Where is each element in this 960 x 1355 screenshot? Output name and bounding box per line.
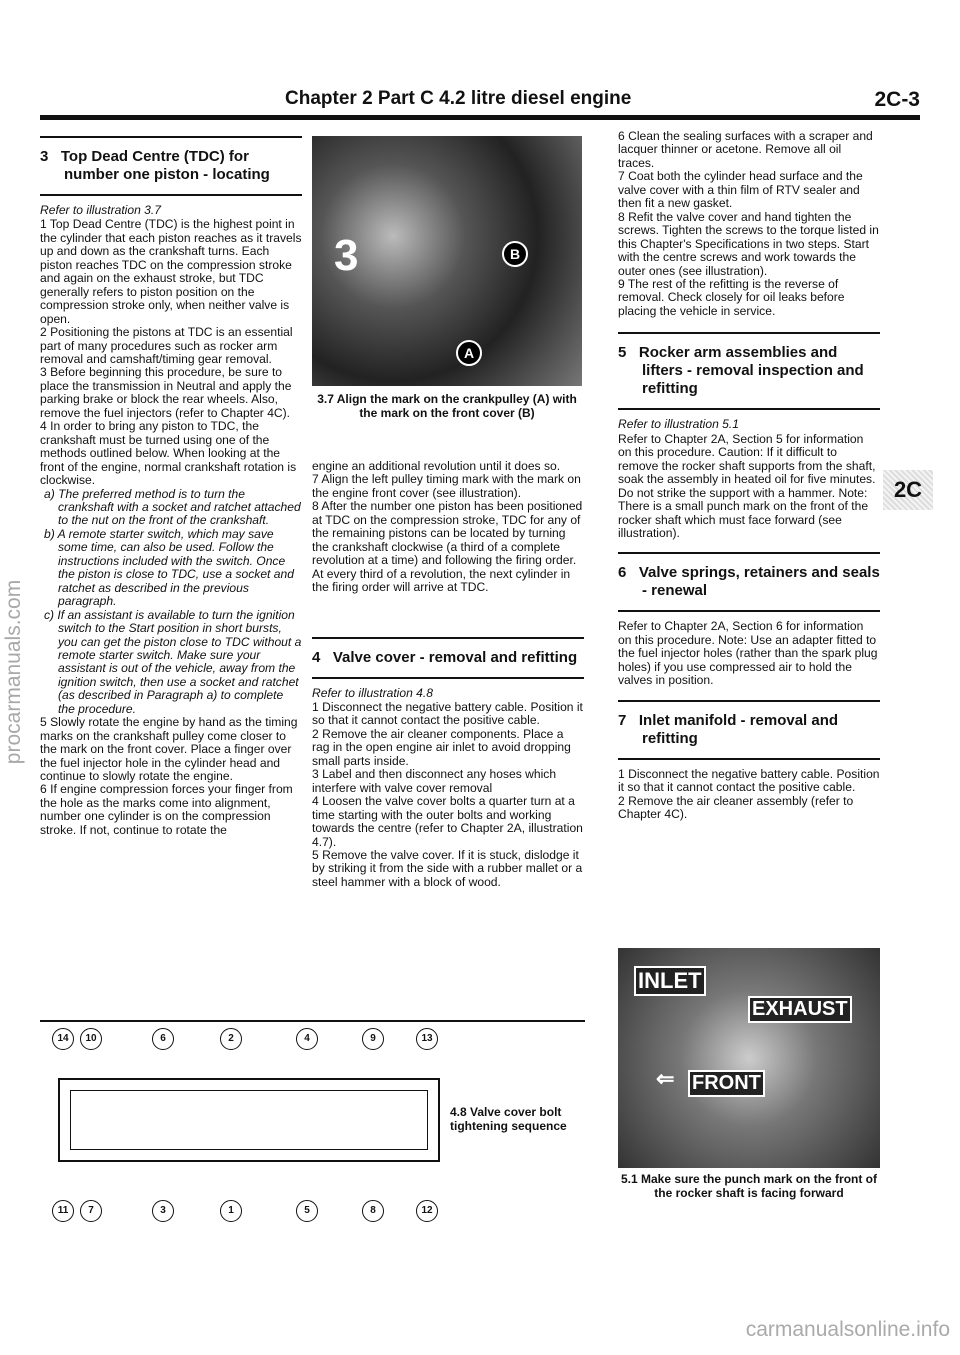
crankpulley-photo [312, 136, 582, 386]
paragraph: 1 Disconnect the negative battery cable. Position it so that it cannot contact the positive cable. [312, 699, 583, 728]
bolt-number: 11 [52, 1200, 74, 1222]
illustration-ref: Refer to illustration 4.8 [312, 685, 433, 700]
photo-label-3: 3 [334, 231, 359, 280]
paragraph: 7 Align the left pulley timing mark with the mark on the engine front cover (see illustration). [312, 472, 581, 500]
section-number: 7 [618, 711, 627, 729]
bolt-number: 5 [296, 1200, 318, 1222]
paragraph: 8 After the number one piston has been positioned at TDC on the compression stroke, TDC for any of the remaining pistons can be located by turning the crankshaft clockwise (a third of a complete revolution at a time) and following the firing order. At every third of a revolution, the next cylinder in the firing order will arrive at TDC. [312, 499, 583, 595]
exhaust-label: EXHAUST [748, 996, 852, 1023]
left-column [40, 130, 302, 837]
chapter-title: Chapter 2 Part C 4.2 litre diesel engine [285, 88, 632, 109]
bolt-number: 8 [362, 1200, 384, 1222]
section-number: 3 [40, 148, 49, 165]
bolt-number: 4 [296, 1028, 318, 1050]
front-label: FRONT [688, 1070, 765, 1097]
section-title: Top Dead Centre (TDC) for number one piston - locating [60, 148, 270, 183]
section-6-heading [618, 552, 880, 612]
list-item: a) The preferred method is to turn the crankshaft with a socket and ratchet attached to the nut on the front of the crankshaft. [44, 486, 301, 528]
bolt-number: 13 [416, 1028, 438, 1050]
paragraph: 9 The rest of the refitting is the reverse of removal. Check closely for oil leaks before placing the vehicle in service. [618, 276, 845, 318]
paragraph: engine an additional revolution until it does so. [312, 459, 561, 473]
paragraph: 2 Remove the air cleaner assembly (refer to Chapter 4C). [618, 793, 854, 822]
paragraph: 2 Positioning the pistons at TDC is an essential part of many procedures such as rocker arm removal and camshaft/timing gear removal. [40, 325, 293, 366]
illustration-ref: Refer to illustration 3.7 [40, 203, 161, 217]
bolt-number: 10 [80, 1028, 102, 1050]
paragraph: Refer to Chapter 2A, Section 6 for information on this procedure. Note: Use an adapter fitted to the fuel injector holes (rather than the spark plug holes) if you use compressed air to hold the valves in position. [618, 619, 878, 688]
bolt-number: 14 [52, 1028, 74, 1050]
paragraph: 6 If engine compression forces your finger from the hole as the marks come into alignment, number one cylinder is on the compression stroke. If not, continue to rotate the [40, 782, 293, 837]
figure-caption: 5.1 Make sure the punch mark on the front of the rocker shaft is facing forward [620, 1172, 878, 1200]
figure-caption: 4.8 Valve cover bolt tightening sequence [450, 1105, 567, 1133]
paragraph: 5 Slowly rotate the engine by hand as the timing marks on the crankshaft pulley come closer to the mark on the front cover. Place a finger over the fuel injector hole in the cylinder head and continue to slowly rotate the engine. [40, 715, 298, 784]
bottom-bolt-numbers [52, 1200, 442, 1224]
mark-b-label: B [502, 241, 528, 267]
paragraph: 2 Remove the air cleaner components. Place a rag in the open engine air inlet to avoid dropping small parts inside. [312, 726, 571, 768]
header-rule [40, 115, 920, 120]
page-header [40, 88, 920, 110]
chapter-tab: 2C [883, 470, 933, 510]
paragraph: 7 Coat both the cylinder head surface and the valve cover with a thin film of RTV sealer and then fit a new gasket. [618, 169, 863, 211]
bolt-number: 7 [80, 1200, 102, 1222]
mark-a-label: A [456, 340, 482, 366]
section-7-heading [618, 700, 880, 760]
paragraph: 4 Loosen the valve cover bolts a quarter turn at a time starting with the outer bolts and working towards the centre (refer to Chapter 2A, illustration 4.7). [312, 794, 583, 849]
figure-caption: 3.7 Align the mark on the crankpulley (A) with the mark on the front cover (B) [317, 392, 577, 420]
bolt-number: 6 [152, 1028, 174, 1050]
paragraph: 3 Label and then disconnect any hoses which interfere with valve cover removal [312, 767, 557, 795]
rocker-shaft-photo [618, 948, 880, 1168]
footer-watermark: carmanualsonline.info [745, 1318, 950, 1341]
gasket-outline [70, 1090, 428, 1150]
section-number: 6 [618, 564, 627, 582]
list-item: b) A remote starter switch, which may save some time, can also be used. Follow the instructions included with the switch. Once the piston is close to TDC, use a socket and ratchet as described in the previous paragraph. [44, 526, 294, 609]
valve-cover-outline [58, 1078, 440, 1162]
paragraph: 8 Refit the valve cover and hand tighten the screws. Tighten the screws to the torque listed in this Chapter's Specifications in two steps. Start with the centre screws and work towards the outer ones (see illustration). [618, 209, 879, 278]
page-number: 2C-3 [874, 88, 920, 111]
paragraph: Refer to Chapter 2A, Section 5 for information on this procedure. Caution: If it difficult to remove the rocker shaft supports from the shaft, soak the assembly in heated oil for five minutes. Do not strike the support with a hammer. Note: There is a small punch mark on the front of the rocker shaft which must face forward (see illustration). [618, 431, 876, 540]
side-watermark: procarmanuals.com [2, 579, 26, 765]
bolt-number: 9 [362, 1028, 384, 1050]
inlet-label: INLET [634, 966, 706, 996]
bolt-number: 3 [152, 1200, 174, 1222]
bolt-number: 1 [220, 1200, 242, 1222]
section-title: Valve cover - removal and refitting [332, 648, 578, 666]
paragraph: 1 Top Dead Centre (TDC) is the highest point in the cylinder that each piston reaches as it travels up and down as the crankshaft turns. Each piston reaches TDC on the compression stroke and again on the exhaust stroke, but TDC generally refers to piston position on the compression stroke only, when neither valve is open. [40, 217, 302, 326]
illustration-ref: Refer to illustration 5.1 [618, 417, 739, 432]
list-item: c) If an assistant is available to turn the ignition switch to the Start position in short bursts, you can get the piston close to TDC without a remote starter switch. Make sure your assistant is out of the vehicle, away from the ignition switch, then use a socket and ratchet (as described in Paragraph a) to complete the procedure. [44, 607, 302, 716]
paragraph: 6 Clean the sealing surfaces with a scraper and lacquer thinner or acetone. Remove all oil traces. [618, 129, 873, 170]
section-5-heading [618, 332, 880, 410]
bolt-number: 2 [220, 1028, 242, 1050]
middle-column [312, 460, 584, 889]
right-column [618, 130, 880, 822]
section-number: 4 [312, 648, 321, 666]
section-4-heading [312, 637, 584, 679]
paragraph: 5 Remove the valve cover. If it is stuck, dislodge it by striking it from the side with a rubber mallet or a steel hammer with a block of wood. [312, 847, 583, 889]
section-number: 5 [618, 344, 627, 362]
bolt-sequence-diagram [52, 1028, 442, 1228]
paragraph: 3 Before beginning this procedure, be sure to place the transmission in Neutral and apply the parking brake or block the rear wheels. Also, remove the fuel injectors (refer to Chapter 4C). [40, 365, 292, 420]
section-3-heading [40, 136, 302, 196]
diagram-rule [40, 1020, 585, 1022]
section-title: Rocker arm assemblies and lifters - removal inspection and refitting [638, 344, 864, 398]
front-arrow-icon: ⇐ [656, 1066, 675, 1091]
paragraph: 1 Disconnect the negative battery cable. Position it so that it cannot contact the positive cable. [618, 766, 880, 795]
paragraph: 4 In order to bring any piston to TDC, the crankshaft must be turned using one of the methods outlined below. When looking at the front of the engine, normal crankshaft rotation is clockwise. [40, 419, 297, 488]
bolt-number: 12 [416, 1200, 438, 1222]
section-title: Inlet manifold - removal and refitting [638, 711, 839, 747]
top-bolt-numbers [52, 1028, 442, 1052]
section-title: Valve springs, retainers and seals - renewal [638, 564, 880, 600]
